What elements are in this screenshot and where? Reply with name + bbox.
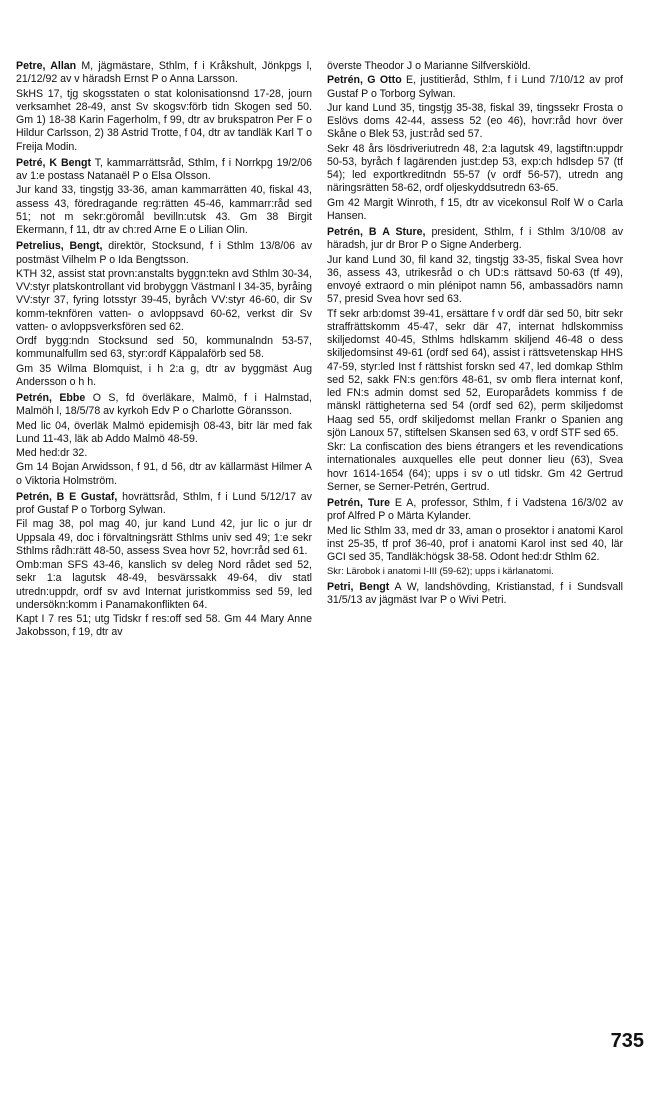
entry-intro xyxy=(327,226,623,253)
entry-intro-text: A W, landshövding, Kristianstad, f i Sundsvall 31/5/13 av jägmäst Ivar P o Wivi Petri. xyxy=(327,580,624,606)
entry-intro-text: O S, fd överläkare, Malmö, f i Halmstad, Malmöh l, 18/5/78 av kyrkoh Edv P o Charlotte Göransson. xyxy=(16,392,313,418)
entry-intro xyxy=(16,60,312,87)
entry-continuation: överste Theodor J o Marianne Silfverskiöld. xyxy=(327,60,531,72)
entry-paragraph: Ordf bygg:ndn Stocksund sed 50, kommunalndn 53-57, kommunalfullm sed 63, styr:ordf Käppalaförb sed 58. xyxy=(16,335,312,361)
biography-entry xyxy=(327,581,623,608)
entry-intro-text: E, justitieråd, Sthlm, f i Lund 7/10/12 av prof Gustaf P o Torborg Sylwan. xyxy=(327,74,623,100)
entry-name: Petré, K Bengt xyxy=(16,156,91,169)
entry-paragraph: Jur kand 33, tingstjg 33-36, aman kammarrätten 40, fiskal 43, assess 43, föredragande reg:rätten 45-46, kammarr:råd sed 51; not m sekr:göromål bevilln:utsk 43. Gm 38 Birgit Ekermann, f 11, dtr av ch:red Arne E o Lilian Olin. xyxy=(16,184,312,236)
entry-paragraph: KTH 32, assist stat provn:anstalts byggn:tekn avd Sthlm 30-34, VV:styr platskontrollant vid brobyggn Västmanl I 34-35, byråing VV:styr 37, fyring lotsstyr 39-45, byråch VV:styr 46-60, dir Sv komm-teknfören vatten- o avloppsavd 60-62, verkst dir Sv vatten- o avloppsverksfören sed 62. xyxy=(16,267,312,333)
entry-paragraph: Gm 42 Margit Winroth, f 15, dtr av vicekonsul Rolf W o Carla Hansen. xyxy=(327,196,623,222)
entry-paragraph: Sekr 48 års lösdriveriutredn 48, 2:a lagutsk 49, lagstiftn:uppdr 50-53, byråch f lagärenden just:dep 53, exp:ch hdlsdep 57 (tf 54); led exportkreditndn 55-57 (v ordf 56-57), utredn ang näringsrätten 58-62, ordf oljeskyddsutredn 63-65. xyxy=(327,142,623,195)
left-column xyxy=(16,60,312,643)
entry-name: Petrén, Ture xyxy=(327,497,390,509)
entry-paragraph: Med lic 04, överläk Malmö epidemisjh 08-43, bitr lär med fak Lund 11-43, läk ab Addo Malmö 48-59. xyxy=(16,419,312,445)
entry-intro xyxy=(327,74,623,101)
entry-name: Petrén, Ebbe xyxy=(16,392,86,404)
entry-intro xyxy=(16,157,312,184)
page-number: 735 xyxy=(610,1030,644,1052)
entry-intro xyxy=(16,392,312,419)
right-column xyxy=(327,60,623,610)
entry-name: Petrén, G Otto xyxy=(327,74,402,87)
biography-entry xyxy=(327,74,623,223)
entry-paragraph: Skr: La confiscation des biens étrangers et les revendications internationales auxquelles elle peut donner lieu (63), Svea hovr 1614-1654 (64); upps i sv o utl tidskr. Gm 42 Gertrud Serner, se Serner-Petrén, Gertrud. xyxy=(327,441,623,493)
biography-entry xyxy=(327,226,623,494)
entry-intro-text: M, jägmästare, Sthlm, f i Kråkshult, Jönkpgs l, 21/12/92 av v häradsh Ernst P o Anna Larsson. xyxy=(16,60,312,86)
entry-paragraph: Gm 35 Wilma Blomquist, i h 2:a g, dtr av byggmäst Aug Andersson o h h. xyxy=(16,362,312,388)
entry-paragraph: Omb:man SFS 43-46, kanslich sv deleg Nord rådet sed 52, sekr 1:a lagutsk 48-49, besvärssakk 49-64, div statl utredn:uppdr, ordf sv avd Internat juristkommiss sed 59, led undersökn:komm i Panamakonflikten 64. xyxy=(16,559,312,611)
entry-name: Petri, Bengt xyxy=(327,580,390,593)
entry-paragraph: Jur kand Lund 35, tingstjg 35-38, fiskal 39, tingssekr Frosta o Eslövs doms 42-44, assess 52 (eo 46), hovr:råd hovr över Skåne o Blek 53, just:råd sed 57. xyxy=(327,101,623,141)
entry-intro xyxy=(16,491,312,518)
entry-paragraph: Tf sekr arb:domst 39-41, ersättare f v ordf där sed 50, bitr sekr straffrättskomm 45-47, sekr där 47, internat hdlskommiss skiljedomst 40-45, Sthlms hdlskamm skiljend 46-48 o dess skiljedomsinst 49-61 (ordf sed 64), assist i rättsvetenskap HHS 47-59, styr:led Inst f rättshist forskn sed 47, led domkap Sthlm sed 52, sakk FN:s gen:förs 48-61, sv omb flera internat konf, led FN:s admin domst sed 52, Europarådets kommiss f de mänskl rättigheterna sed 54 (ordf sed 62), perm skiljedomst Haag sed 55, ordf skiljedomst mellan Frankr o Spanien ang sjön Lanoux 57, stiftelsen Skansen sed 63, v ordf STF sed 65. xyxy=(327,307,623,439)
entry-intro-text: E A, professor, Sthlm, f i Vadstena 16/3/02 av prof Alfred P o Märta Kylander. xyxy=(327,497,623,523)
entry-paragraph: Med lic Sthlm 33, med dr 33, aman o prosektor i anatomi Karol inst 25-35, tf prof 36-40, prof i anatomi Karol inst sed 40, lär GCI sed 35, Tandläk:högsk 38-58. Odont hed:dr Sthlm 62. xyxy=(327,524,623,563)
entry-works: Skr: Lärobok i anatomi I-III (59-62); upps i kärlanatomi. xyxy=(327,565,554,577)
entry-paragraph: SkHS 17, tjg skogsstaten o stat kolonisationsnd 17-28, journ verksamhet 28-49, anst Sv skogsv:förb tidn Skogen sed 50. Gm 1) 18-38 Karin Fagerholm, f 99, dtr av brukspatron Per F o Hildur Carlsson, 2) 38 Astrid Trotte, f 04, dtr av tandläk Karl T o Freija Modin. xyxy=(16,87,312,153)
entry-name: Petrén, B E Gustaf, xyxy=(16,490,118,503)
biography-entry xyxy=(16,392,312,488)
biography-entry xyxy=(327,497,623,578)
biography-entry xyxy=(16,491,312,640)
biography-entry xyxy=(16,240,312,389)
entry-intro xyxy=(16,240,312,267)
entry-intro xyxy=(327,497,623,524)
entry-paragraph: Jur kand Lund 30, fil kand 32, tingstjg 33-35, fiskal Svea hovr 36, assess 43, utrikesråd o ch UD:s rättsavd 50-63 (tf 49), envoyé extraord o min plénipot namn 56, ambassadörs namn 57, presid Svea hovr sed 63. xyxy=(327,253,623,306)
entry-paragraph: Gm 14 Bojan Arwidsson, f 91, d 56, dtr av källarmäst Hilmer A o Viktoria Holmström. xyxy=(16,461,312,487)
entry-intro-text: hovrättsråd, Sthlm, f i Lund 5/12/17 av prof Gustaf P o Torborg Sylwan. xyxy=(16,490,312,516)
entry-name: Petre, Allan xyxy=(16,60,77,72)
entry-name: Petrelius, Bengt, xyxy=(16,240,103,253)
entry-name: Petrén, B A Sture, xyxy=(327,226,426,238)
entry-intro-text: direktör, Stocksund, f i Sthlm 13/8/06 av postmäst Vilhelm P o Ida Bengtsson. xyxy=(16,240,313,266)
biography-entry xyxy=(16,60,312,154)
entry-intro-text: president, Sthlm, f i Sthlm 3/10/08 av häradsh, jur dr Bror P o Signe Anderberg. xyxy=(327,226,624,252)
entry-paragraph: Fil mag 38, pol mag 40, jur kand Lund 42, jur lic o jur dr Uppsala 49, doc i förvaltningsrätt Sthlms univ sed 49; 1:e sekr Sthlms rådh:rätt 48-50, assess Svea hovr 52, hovr:råd sed 61. xyxy=(16,518,312,557)
entry-paragraph: Med hed:dr 32. xyxy=(16,447,88,459)
entry-intro-text: T, kammarrättsråd, Sthlm, f i Norrkpg 19/2/06 av 1:e postass Natanaël P o Elsa Olsson. xyxy=(16,156,312,182)
entry-paragraph: Kapt I 7 res 51; utg Tidskr f res:off sed 58. Gm 44 Mary Anne Jakobsson, f 19, dtr av xyxy=(16,613,312,639)
biography-entry xyxy=(16,157,312,238)
entry-intro xyxy=(327,581,623,608)
